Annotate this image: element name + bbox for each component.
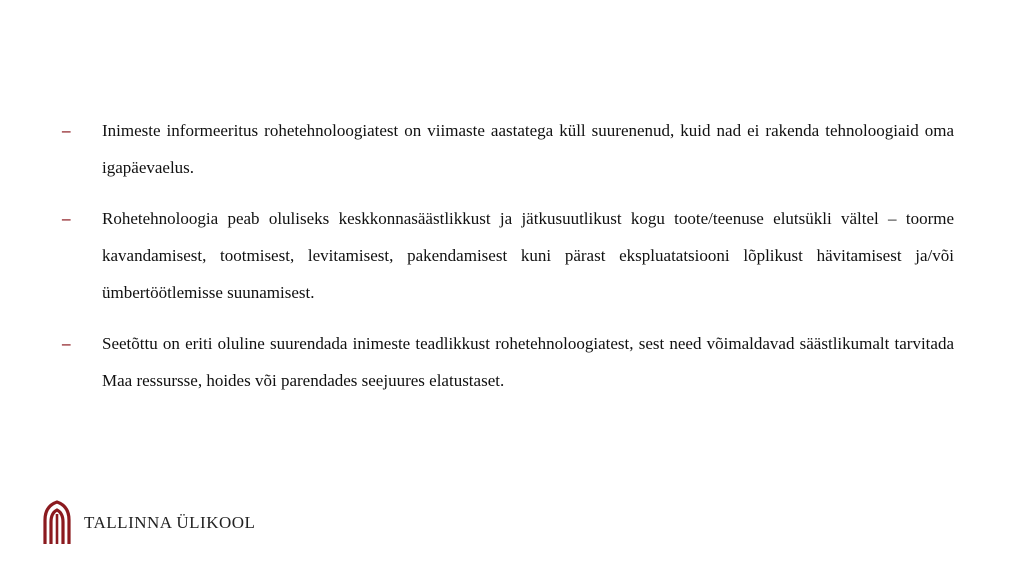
- university-logo: [42, 500, 255, 546]
- bullet-list: [62, 112, 954, 413]
- bullet-text: Inimeste informeeritus rohetehnoloogiatest on viimaste aastatega küll suurenenud, kuid nad ei rakenda tehnoloogiaid oma igapäevaelus.: [102, 121, 954, 177]
- bullet-item: [62, 325, 954, 399]
- bullet-dash: –: [62, 209, 71, 228]
- bullet-dash: –: [62, 121, 71, 140]
- bullet-text: Rohetehnoloogia peab oluliseks keskkonnasäästlikkust ja jätkusuutlikust kogu toote/teenuse elutsükli vältel – toorme kavandamisest, tootmisest, levitamisest, pakendamisest kuni pärast ekspluatatsiooni lõplikust hävitamisest ja/või ümbertöötlemisse suunamisest.: [102, 209, 954, 302]
- bullet-text: Seetõttu on eriti oluline suurendada inimeste teadlikkust rohetehnoloogiatest, sest need võimaldavad säästlikumalt tarvitada Maa ressursse, hoides või parendades seejuures elatustaset.: [102, 334, 954, 390]
- tallinn-university-arch-icon: [42, 500, 72, 546]
- bullet-item: [62, 200, 954, 311]
- bullet-dash: –: [62, 334, 71, 353]
- logo-text: TALLINNA ÜLIKOOL: [84, 513, 256, 532]
- bullet-item: [62, 112, 954, 186]
